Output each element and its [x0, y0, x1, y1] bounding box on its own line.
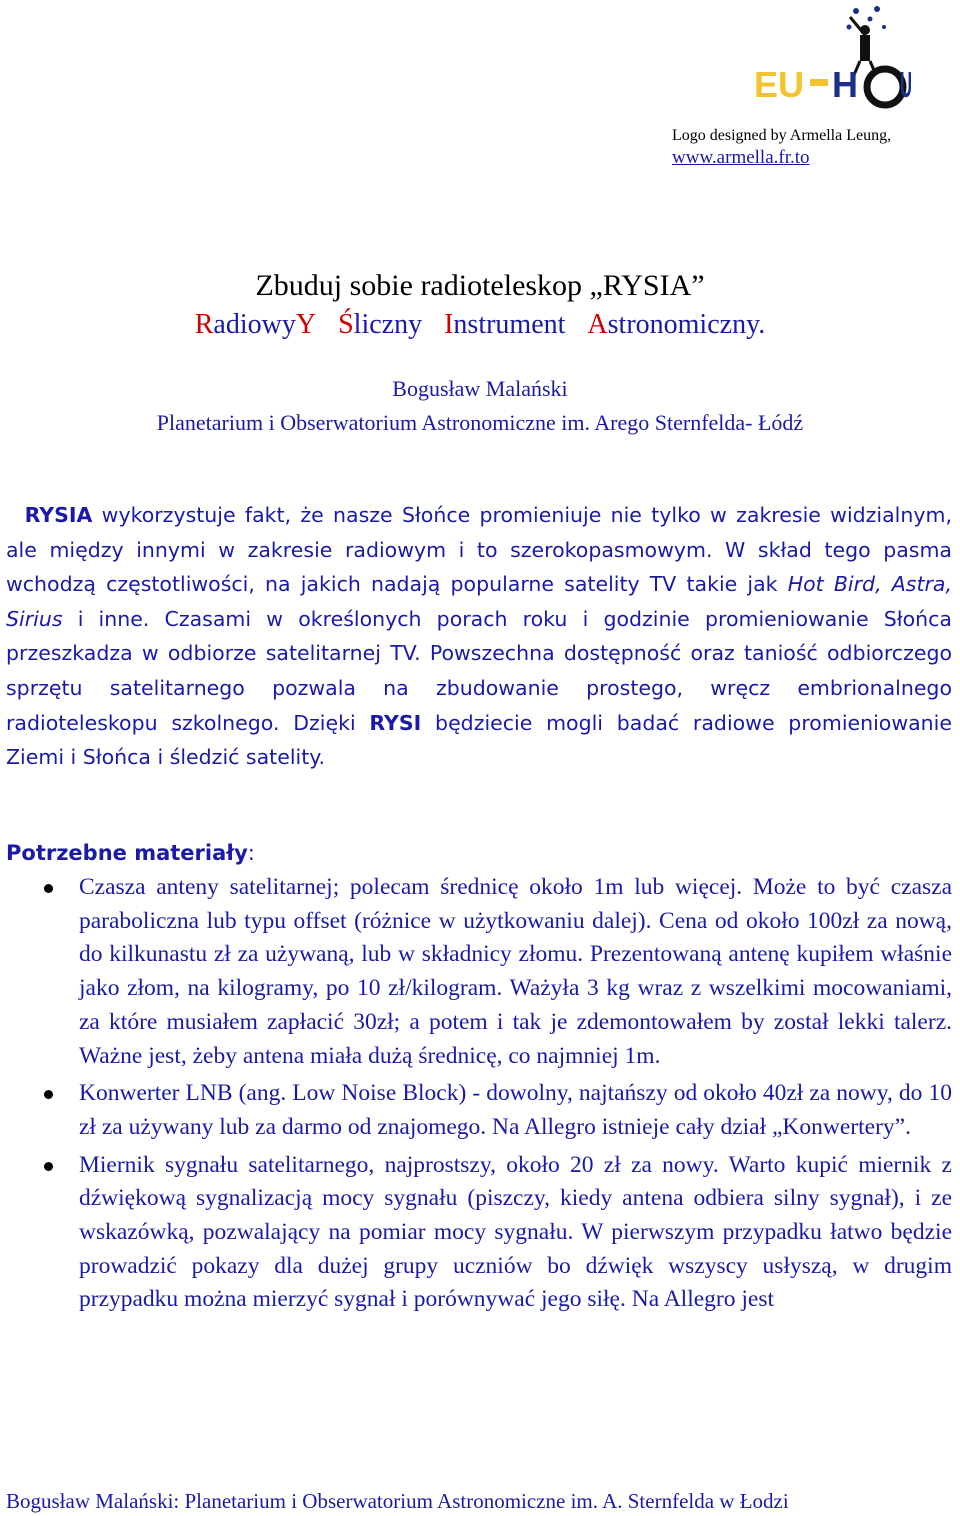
author-name: Bogusław Malański [392, 376, 568, 401]
logo-credit-link[interactable]: www.armella.fr.to [672, 147, 810, 168]
bullet-icon [44, 884, 53, 893]
acronym-rest-r: adiowy [213, 309, 296, 340]
acronym-letter-r: R [194, 309, 214, 340]
intro-italic-satellites: Hot Bird, Astra, Sirius [6, 572, 952, 631]
logo-credit [672, 125, 942, 170]
svg-text:U: U [900, 64, 912, 105]
materials-heading-suffix: : [247, 841, 255, 865]
list-item [0, 871, 952, 1073]
document-title: Zbuduj sobie radioteleskop „RYSIA” [255, 269, 705, 302]
acronym-rest-s: liczny [353, 309, 423, 340]
list-item [0, 1149, 952, 1318]
eu-hou-logo [752, 5, 910, 123]
acronym-line [0, 306, 960, 344]
acronym-letter-s: Ś [338, 309, 354, 340]
bullet-icon [44, 1090, 53, 1099]
acronym-letter-i: I [444, 309, 454, 340]
intro-paragraph [6, 498, 952, 775]
page-footer: Bogusław Malański: Planetarium i Obserwatorium Astronomiczne im. A. Sternfelda w Łodzi [6, 1489, 789, 1513]
acronym-letter-a: A [587, 309, 608, 340]
institution-name: Planetarium i Obserwatorium Astronomiczne im. Arego Sternfelda- Łódź [156, 410, 804, 435]
list-item-text: Czasza anteny satelitarnej; polecam średnicę około 1m lub więcej. Może to być czasza paraboliczna lub typu offset (różnice w użytkowaniu dalej). Cena od około 100zł za nową, do kilkunastu zł za używaną, lub w składnicy złomu. Prezentowaną antenę kupiłem właśnie jako złom, na kilogramy, po 10 zł/kilogram. Ważyła 3 kg wraz z wszelkimi mocowaniami, za które musiałem zapłacić 30zł; a potem i tak je zdemontowałem by został lekki talerz. Ważne jest, żeby antena miała dużą średnicę, co najmniej 1m. [79, 874, 952, 1069]
acronym-rest-a: stronomiczny. [607, 309, 766, 340]
eu-hou-logo-graphic [752, 5, 910, 123]
intro-bold-rysi: RYSI [369, 710, 422, 735]
materials-heading-bold: Potrzebne materiały [6, 841, 248, 865]
intro-text-a: wykorzystuje fakt, że nasze Słońce promieniuje nie tylko w zakresie widzialnym, ale między innymi w zakresie radiowym i to szerokopasmowym. W skład tego pasma wchodzą częstotliwości, na jakich nadają popularne satelity TV takie jak [6, 503, 952, 597]
acronym-letter-y: Y [295, 309, 317, 340]
logo-credit-text: Logo designed by Armella Leung, [672, 127, 892, 144]
byline [0, 372, 960, 440]
acronym-rest-i: nstrument [453, 309, 566, 340]
materials-heading [6, 836, 255, 870]
svg-text:EU: EU [754, 64, 805, 105]
materials-list [0, 871, 952, 1321]
list-item [0, 1077, 952, 1144]
list-item-text: Konwerter LNB (ang. Low Noise Block) - dowolny, najtańszy od około 40zł za nowy, do 10 zł za używany lub za darmo od znajomego. Na Allegro istnieje cały dział „Konwertery”. [79, 1080, 952, 1140]
list-item-text: Miernik sygnału satelitarnego, najprostszy, około 20 zł za nowy. Warto kupić miernik z dźwiękową sygnalizacją mocy sygnału (piszczy, kiedy antena odbiera silny sygnał), i ze wskazówką, pozwalający na pomiar mocy sygnału. W pierwszym przypadku łatwo będzie prowadzić pokazy dla dużej grupy uczniów bo dźwięk wszyscy usłyszą, w drugim przypadku można mierzyć sygnał i porównywać jego siłę. Na Allegro jest [79, 1151, 952, 1313]
intro-text-c: będziecie mogli badać radiowe promieniowanie Ziemi i Słońca i śledzić satelity. [6, 710, 952, 770]
intro-bold-rysia: RYSIA [24, 503, 93, 527]
svg-text:H: H [832, 64, 858, 105]
intro-text-b: i inne. Czasami w określonych porach roku i godzinie promieniowanie Słońca przeszkadza w odbiorze satelitarnej TV. Powszechna dostępność oraz taniość odbiorczego sprzętu satelitarnego pozwala na zbudowanie prostego, wręcz embrionalnego radioteleskopu szkolnego. Dzięki [6, 606, 952, 735]
bullet-icon [44, 1162, 53, 1171]
